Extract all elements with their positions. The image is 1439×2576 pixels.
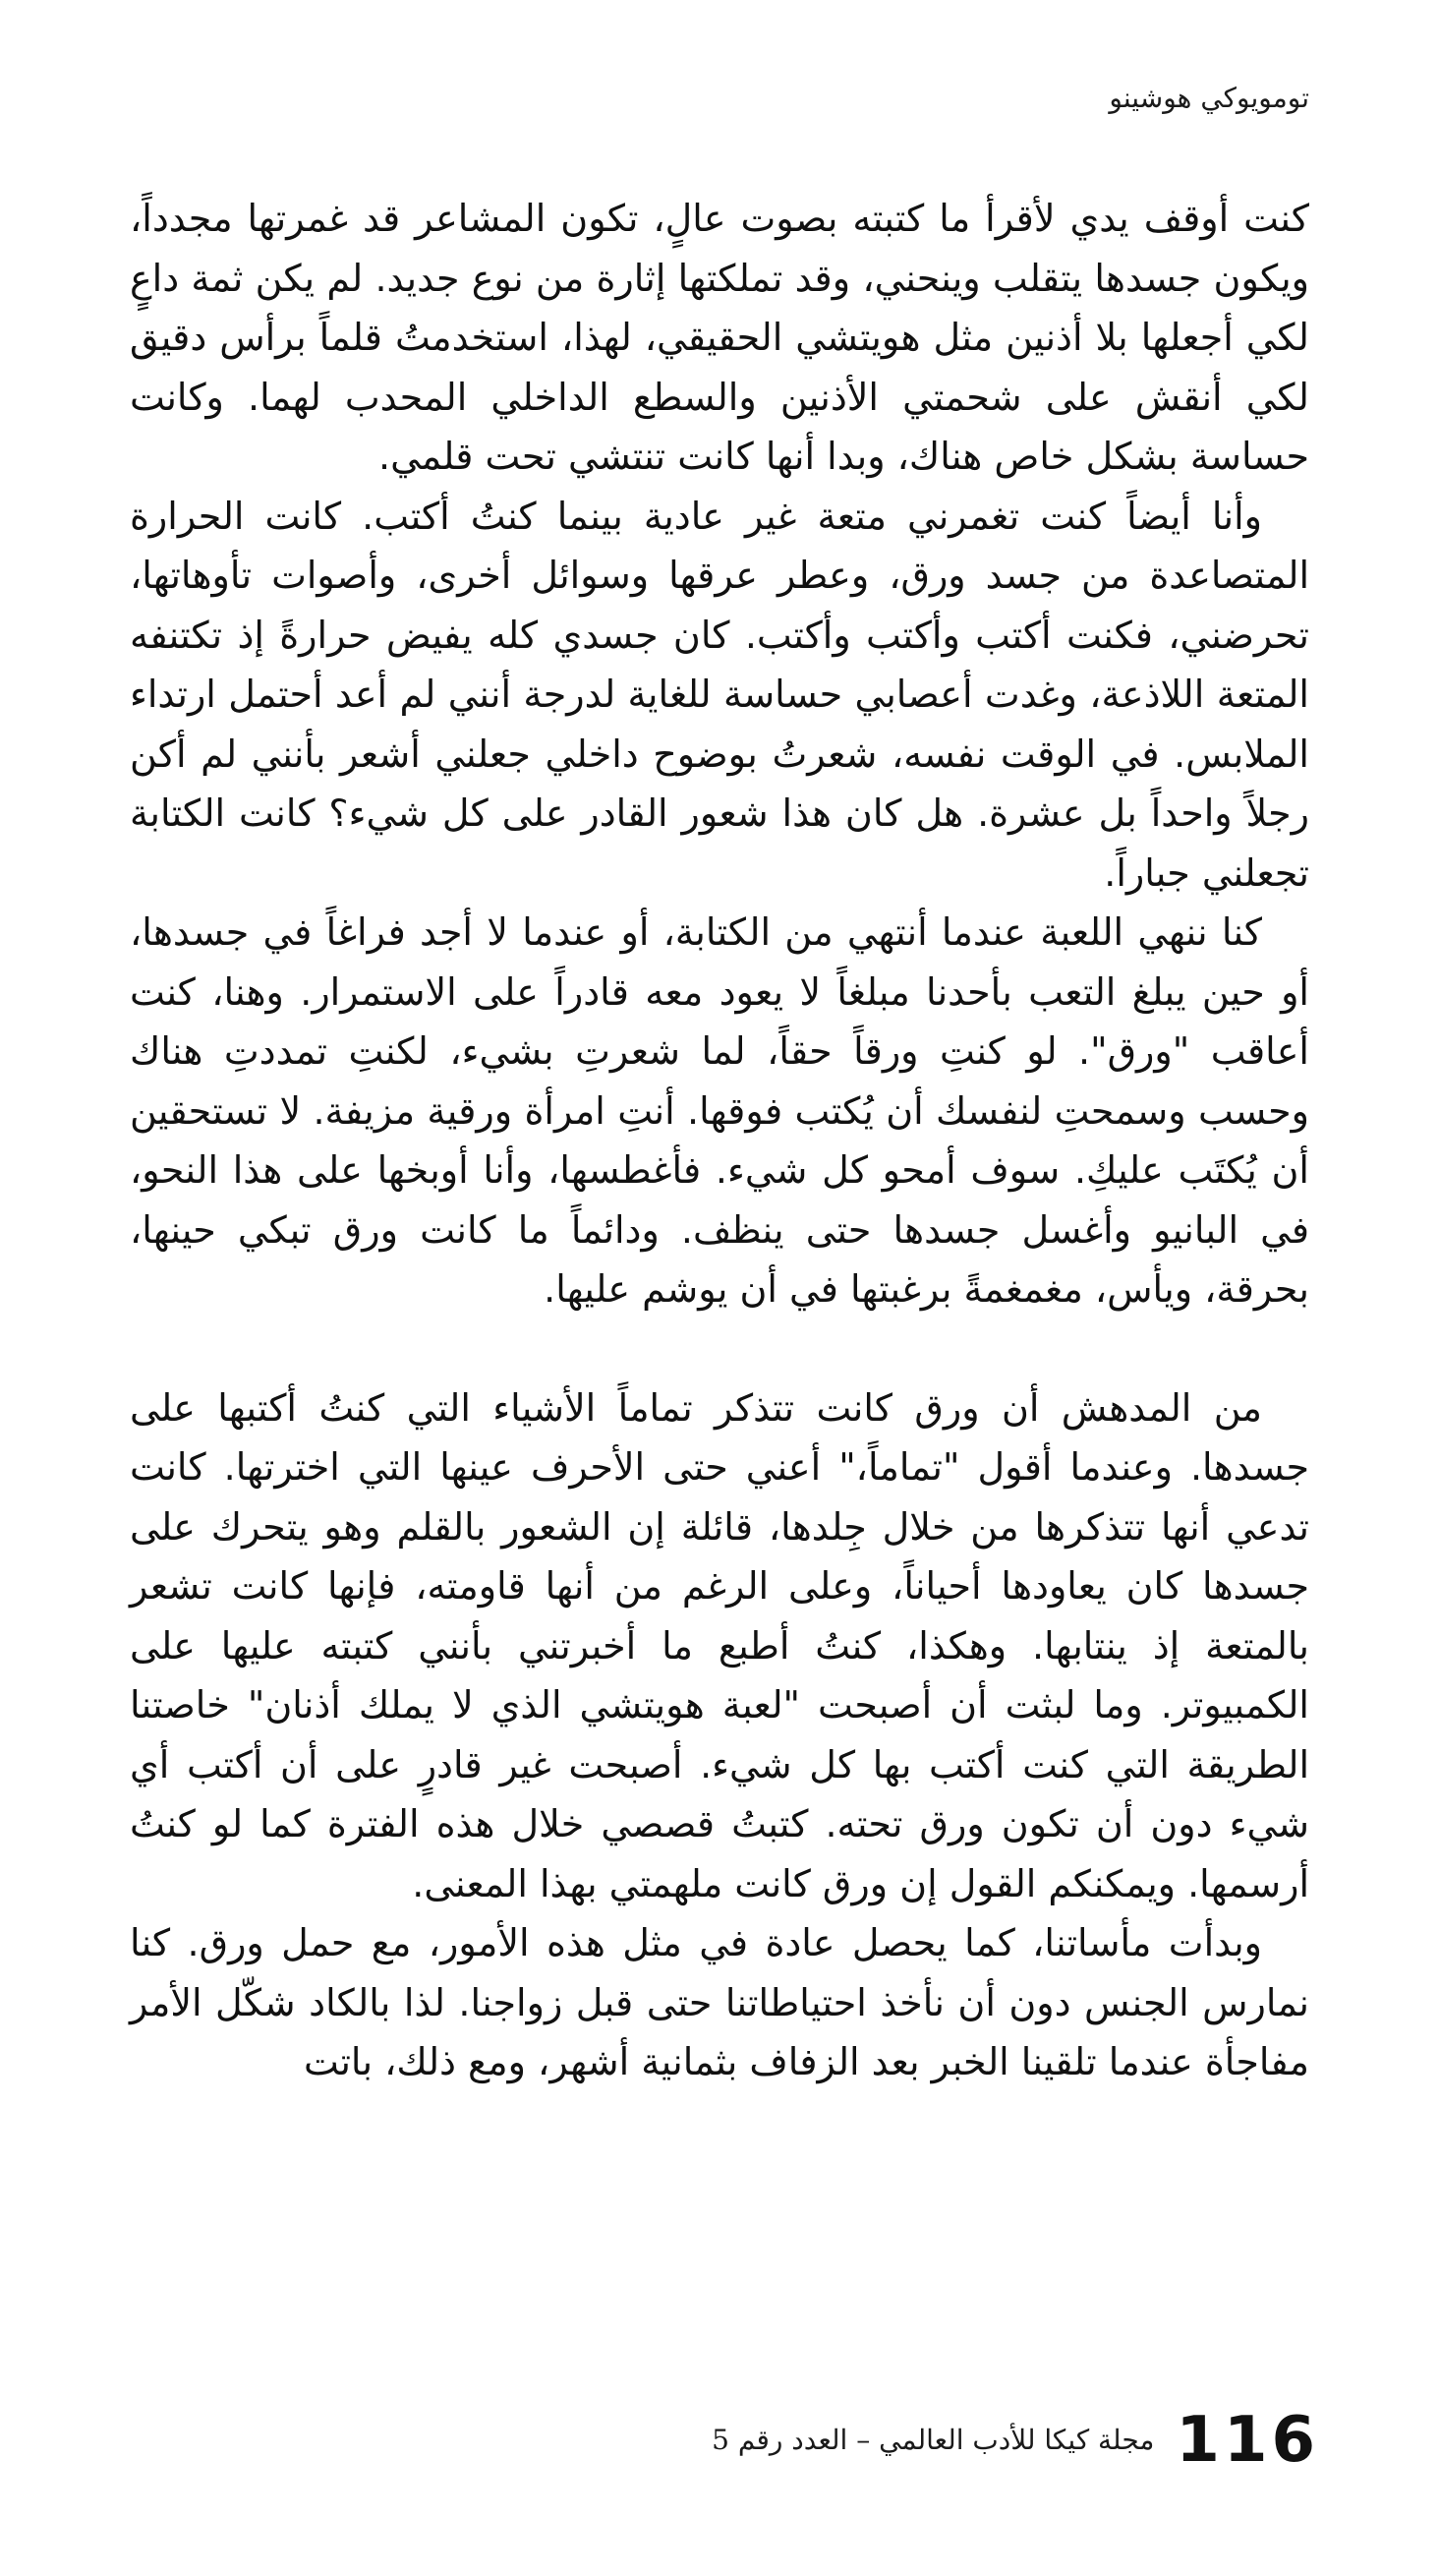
section-break <box>130 1319 1309 1378</box>
paragraph-1: كنت أوقف يدي لأقرأ ما كتبته بصوت عالٍ، تكون المشاعر قد غمرتها مجدداً، ويكون جسدها يتقلب وينحني، وقد تملكتها إثارة من نوع جديد. لم يكن ثمة داعٍ لكي أجعلها بلا أذنين مثل هويتشي الحقيقي، لهذا، استخدمتُ قلماً برأس دقيق لكي أنقش على شحمتي الأذنين والسطع الداخلي المحدب لهما. وكانت حساسة بشكل خاص هناك، وبدا أنها كانت تنتشي تحت قلمي. <box>130 197 1309 478</box>
paragraph-5: وبدأت مأساتنا، كما يحصل عادة في مثل هذه الأمور، مع حمل ورق. كنا نمارس الجنس دون أن نأخذ احتياطاتنا حتى قبل زواجنا. لذا بالكاد شكّل الأمر مفاجأة عندما تلقينا الخبر بعد الزفاف بثمانية أشهر، ومع ذلك، باتت <box>130 1921 1309 2083</box>
page-number: 116 <box>1176 2404 1319 2477</box>
page-footer <box>712 2401 1319 2480</box>
running-head-author: تومويوكي هوشينو <box>1109 82 1309 114</box>
article-body <box>130 189 1309 2092</box>
journal-title: مجلة كيكا للأدب العالمي – العدد رقم 5 <box>712 2424 1155 2456</box>
paragraph-3: كنا ننهي اللعبة عندما أنتهي من الكتابة، أو عندما لا أجد فراغاً في جسدها، أو حين يبلغ التعب بأحدنا مبلغاً لا يعود معه قادراً على الاستمرار. وهنا، كنت أعاقب "ورق". لو كنتِ ورقاً حقاً، لما شعرتِ بشيء، لكنتِ تمددتِ هناك وحسب وسمحتِ لنفسك أن يُكتب فوقها. أنتِ امرأة ورقية مزيفة. لا تستحقين أن يُكتَب عليكِ. سوف أمحو كل شيء. فأغطسها، وأنا أوبخها على هذا النحو، في البانيو وأغسل جسدها حتى ينظف. ودائماً ما كانت ورق تبكي حينها، بحرقة، ويأس، مغمغمةً برغبتها في أن يوشم عليها. <box>130 910 1309 1311</box>
paragraph-4: من المدهش أن ورق كانت تتذكر تماماً الأشياء التي كنتُ أكتبها على جسدها. وعندما أقول "تماماً،" أعني حتى الأحرف عينها التي اخترتها. كانت تدعي أنها تتذكرها من خلال جِلدها، قائلة إن الشعور بالقلم وهو يتحرك على جسدها كان يعاودها أحياناً، وعلى الرغم من أنها قاومته، فإنها كانت تشعر بالمتعة إذ ينتابها. وهكذا، كنتُ أطبع ما أخبرتني بأنني كتبته عليها على الكمبيوتر. وما لبثت أن أصبحت "لعبة هويتشي الذي لا يملك أذنان" خاصتنا الطريقة التي كنت أكتب بها كل شيء. أصبحت غير قادرٍ على أن أكتب أي شيء دون أن تكون ورق تحته. كتبتُ قصصي خلال هذه الفترة كما لو كنتُ أرسمها. ويمكنكم القول إن ورق كانت ملهمتي بهذا المعنى. <box>130 1385 1309 1905</box>
paragraph-2: وأنا أيضاً كنت تغمرني متعة غير عادية بينما كنتُ أكتب. كانت الحرارة المتصاعدة من جسد ورق، وعطر عرقها وسوائل أخرى، وأصوات تأوهاتها، تحرضني، فكنت أكتب وأكتب وأكتب. كان جسدي كله يفيض حرارةً إذ تكتنفه المتعة اللاذعة، وغدت أعصابي حساسة للغاية لدرجة أنني لم أعد أحتمل ارتداء الملابس. في الوقت نفسه، شعرتُ بوضوح داخلي جعلني أشعر بأنني لم أكن رجلاً واحداً بل عشرة. هل كان هذا شعور القادر على كل شيء؟ كانت الكتابة تجعلني جباراً. <box>130 494 1309 895</box>
